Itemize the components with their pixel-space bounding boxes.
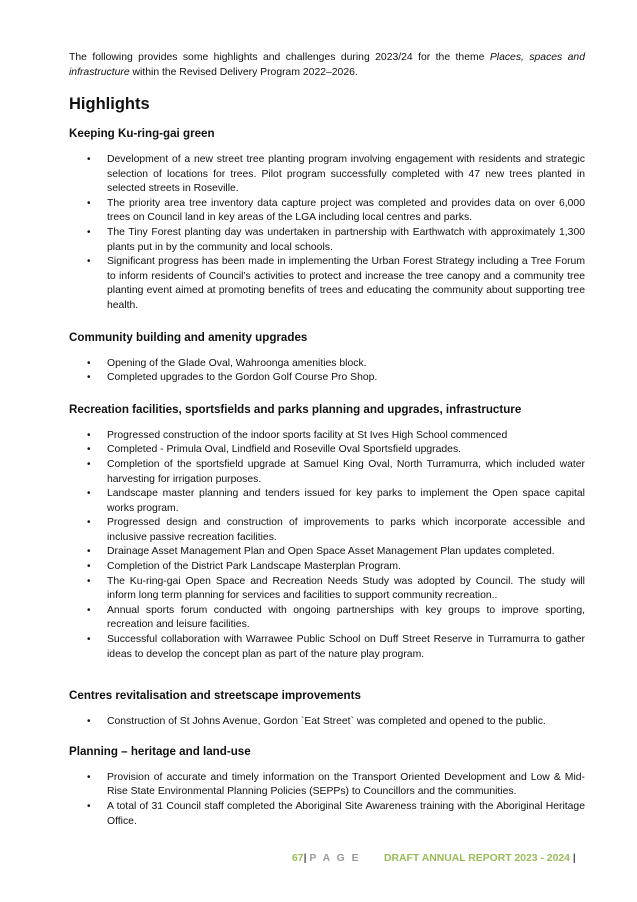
bullet-icon: • xyxy=(87,372,91,384)
list-item-text: The priority area tree inventory data capture project was completed and provides data on over 6,000 trees on Council land in key areas of the LGA including local centres and parks. xyxy=(107,197,585,224)
bullet-list xyxy=(69,357,585,386)
section-title: Recreation facilities, sportsfields and parks planning and upgrades, infrastructure xyxy=(69,402,522,416)
highlights-heading: Highlights xyxy=(69,95,150,113)
bullet-icon: • xyxy=(87,517,91,529)
page-number-label xyxy=(292,853,361,864)
sections-container xyxy=(69,126,585,829)
list-item-text: Completed upgrades to the Gordon Golf Course Pro Shop. xyxy=(107,372,378,384)
list-item-text: Construction of St Johns Avenue, Gordon `Eat Street` was completed and opened to the public. xyxy=(107,716,546,728)
list-item-text: Progressed construction of the indoor sports facility at St Ives High School commenced xyxy=(107,429,508,441)
intro-theme: Places, spaces and infrastructure xyxy=(69,52,585,78)
bullet-icon: • xyxy=(87,801,91,812)
section xyxy=(69,330,585,386)
bullet-icon: • xyxy=(87,488,91,500)
list-item xyxy=(69,429,585,444)
intro-paragraph xyxy=(69,50,585,80)
bullet-icon: • xyxy=(87,561,91,573)
list-item-text: Opening of the Glade Oval, Wahroonga amenities block. xyxy=(107,357,367,369)
bullet-icon: • xyxy=(87,604,91,616)
intro-text: The following provides some highlights and challenges during 2023/24 for the theme xyxy=(69,52,490,63)
intro-text-end: within the Revised Delivery Program 2022–2026. xyxy=(129,67,358,78)
list-item-text: Significant progress has been made in implementing the Urban Forest Strategy including a Tree Forum to inform residents of Council’s activities to protect and increase the tree canopy and a community tree planting event aimed at promoting benefits of trees and educating the community about supporting tree health. xyxy=(107,256,585,311)
list-item-text: Completion of the sportsfield upgrade at Samuel King Oval, North Turramurra, which included water harvesting for irrigation purposes. xyxy=(107,458,585,485)
list-item-text: The Ku-ring-gai Open Space and Recreation Needs Study was adopted by Council. The study will inform long term planning for services and facilities to support community recreation.. xyxy=(107,575,585,602)
list-item xyxy=(69,371,585,386)
bullet-icon: • xyxy=(87,634,91,646)
section-title: Planning – heritage and land-use xyxy=(69,744,251,758)
bullet-icon: • xyxy=(87,154,91,165)
bullet-icon: • xyxy=(87,575,91,587)
bullet-icon: • xyxy=(87,256,91,268)
list-item-text: Successful collaboration with Warrawee Public School on Duff Street Reserve in Turramurra to gather ideas to develop the concept plan as part of the nature play program. xyxy=(107,634,585,660)
bullet-icon: • xyxy=(87,226,91,238)
footer-divider-end: | xyxy=(572,853,576,864)
list-item-text: A total of 31 Council staff completed the Aboriginal Site Awareness training with the Aboriginal Heritage Office. xyxy=(107,801,585,827)
list-item xyxy=(69,458,585,487)
list-item-text: Completion of the District Park Landscape Masterplan Program. xyxy=(107,561,401,573)
list-item xyxy=(69,255,585,313)
bullet-icon: • xyxy=(87,546,91,558)
list-item xyxy=(69,153,585,197)
bullet-list xyxy=(69,771,585,829)
list-item-text: Completed - Primula Oval, Lindfield and Roseville Oval Sportsfield upgrades. xyxy=(107,444,462,456)
list-item-text: Provision of accurate and timely information on the Transport Oriented Development and Low & Mid-Rise State Environmental Planning Policies (SEPPs) to Councillors and the communities. xyxy=(107,771,585,798)
list-item xyxy=(69,197,585,226)
list-item xyxy=(69,487,585,516)
bullet-list xyxy=(69,429,585,663)
document-body xyxy=(69,50,585,829)
section xyxy=(69,126,585,314)
list-item-text: Landscape master planning and tenders issued for key parks to implement the Open space capital works program. xyxy=(107,488,585,514)
list-item xyxy=(69,575,585,604)
bullet-list xyxy=(69,153,585,314)
list-item xyxy=(69,633,585,662)
list-item xyxy=(69,771,585,800)
list-item xyxy=(69,226,585,255)
list-item-text: Annual sports forum conducted with ongoing partnerships with key groups to improve sporting, recreation and leisure facilities. xyxy=(107,604,585,631)
bullet-icon: • xyxy=(87,429,91,441)
list-item xyxy=(69,443,585,458)
section xyxy=(69,744,585,829)
bullet-icon: • xyxy=(87,716,91,728)
list-item-text: The Tiny Forest planting day was undertaken in partnership with Earthwatch with approximately 1,300 plants put in by the community and local schools. xyxy=(107,226,585,253)
list-item xyxy=(69,516,585,545)
list-item-text: Drainage Asset Management Plan and Open Space Asset Management Plan updates completed. xyxy=(107,546,555,558)
section-title: Community building and amenity upgrades xyxy=(69,330,308,344)
page-number: 67 xyxy=(292,853,304,864)
list-item xyxy=(69,604,585,633)
section xyxy=(69,402,585,663)
list-item xyxy=(69,715,585,730)
bullet-icon: • xyxy=(87,357,91,369)
page-word: P A G E xyxy=(309,853,361,864)
list-item xyxy=(69,800,585,829)
list-item xyxy=(69,560,585,575)
bullet-list xyxy=(69,715,585,730)
bullet-icon: • xyxy=(87,458,91,470)
list-item xyxy=(69,545,585,560)
list-item xyxy=(69,357,585,372)
footer-divider: | xyxy=(303,853,307,864)
bullet-icon: • xyxy=(87,771,91,783)
bullet-icon: • xyxy=(87,444,91,456)
section-title: Centres revitalisation and streetscape improvements xyxy=(69,689,361,703)
report-title: DRAFT ANNUAL REPORT 2023 - 2024 xyxy=(384,853,570,864)
report-title-label xyxy=(384,853,576,864)
list-item-text: Development of a new street tree planting program involving engagement with residents and strategic selection of locations for trees. Pilot program successfully completed with 47 new trees planted in selected streets in Roseville. xyxy=(107,154,585,195)
section-title: Keeping Ku-ring-gai green xyxy=(69,127,215,140)
list-item-text: Progressed design and construction of improvements to parks which incorporate accessible and inclusive passive recreation facilities. xyxy=(107,517,585,543)
bullet-icon: • xyxy=(87,197,91,209)
section xyxy=(69,688,585,730)
